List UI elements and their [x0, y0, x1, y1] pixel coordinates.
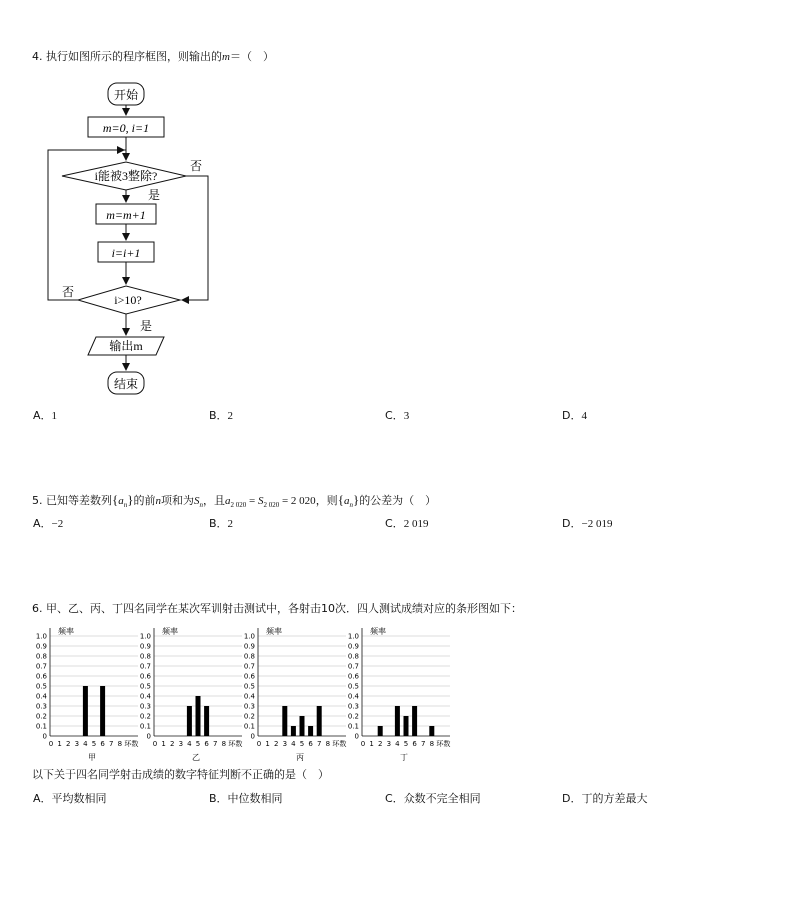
x-tick-label: 8 — [117, 740, 123, 748]
flow-end-label: 结束 — [113, 377, 139, 391]
x-axis-label: 环数 — [436, 740, 451, 748]
x-tick-label: 3 — [282, 740, 288, 748]
x-tick-label: 6 — [412, 740, 417, 748]
y-tick-label: 0.1 — [35, 722, 47, 731]
y-tick-label: 0 — [146, 732, 151, 741]
x-tick-label: 1 — [369, 740, 374, 748]
x-tick-label: 5 — [91, 740, 97, 748]
q6-stem: 6. 甲、乙、丙、丁四名同学在某次军训射击测试中，各射击10次．四人测试成绩对应的条形图如下： — [32, 602, 522, 615]
y-tick-label: 0.2 — [35, 712, 47, 721]
y-tick-label: 0.5 — [347, 682, 359, 691]
y-tick-label: 0.8 — [35, 652, 47, 661]
y-tick-label: 0.7 — [139, 662, 151, 671]
y-tick-label: 0.3 — [35, 702, 47, 711]
flow-cond2-no: 否 — [62, 285, 75, 299]
x-tick-label: 2 — [65, 740, 71, 748]
x-tick-label: 4 — [395, 740, 400, 748]
x-tick-label: 0 — [48, 740, 54, 748]
q6-option-b[interactable]: B．中位数相同 — [209, 792, 283, 805]
x-tick-label: 2 — [273, 740, 279, 748]
y-tick-label: 0.9 — [243, 642, 255, 651]
y-tick-label: 0.2 — [347, 712, 359, 721]
y-tick-label: 1.0 — [347, 632, 359, 641]
x-tick-label: 4 — [291, 740, 296, 748]
y-tick-label: 0.9 — [139, 642, 151, 651]
flow-output-label: 输出m — [109, 339, 143, 353]
x-tick-label: 1 — [265, 740, 270, 748]
bar — [395, 706, 400, 736]
bar — [204, 706, 209, 736]
y-tick-label: 0.8 — [347, 652, 359, 661]
y-tick-label: 0.7 — [347, 662, 359, 671]
chart-title: 乙 — [192, 753, 200, 762]
x-tick-label: 8 — [325, 740, 331, 748]
y-tick-label: 0.6 — [243, 672, 255, 681]
flow-step2-label: i=i+1 — [111, 246, 141, 260]
y-tick-label: 0.1 — [243, 722, 255, 731]
y-tick-label: 0.7 — [243, 662, 255, 671]
y-tick-label: 0.7 — [35, 662, 47, 671]
y-tick-label: 0.1 — [347, 722, 359, 731]
x-axis-label: 环数 — [228, 740, 243, 748]
q6-option-d[interactable]: D．丁的方差最大 — [562, 792, 648, 805]
bar — [100, 686, 105, 736]
bar — [412, 706, 417, 736]
y-tick-label: 1.0 — [139, 632, 151, 641]
flow-cond1-no: 否 — [190, 159, 203, 173]
bar — [291, 726, 296, 736]
y-axis-label: 频率 — [370, 627, 386, 636]
x-tick-label: 8 — [221, 740, 227, 748]
x-tick-label: 6 — [308, 740, 313, 748]
q6-option-c[interactable]: C．众数不完全相同 — [385, 792, 481, 805]
q4-stem: 4. 执行如图所示的程序框图，则输出的m＝（ ） — [32, 50, 274, 63]
x-tick-label: 3 — [74, 740, 80, 748]
y-tick-label: 0.3 — [139, 702, 151, 711]
bar — [282, 706, 287, 736]
bar — [300, 716, 305, 736]
q5-option-d[interactable]: D．−2 019 — [562, 517, 613, 530]
y-tick-label: 0.4 — [347, 692, 359, 701]
y-tick-label: 0.1 — [139, 722, 151, 731]
x-tick-label: 5 — [299, 740, 305, 748]
bar — [404, 716, 409, 736]
bar — [308, 726, 313, 736]
y-tick-label: 0.8 — [243, 652, 255, 661]
q5-stem: 5. 已知等差数列$\{a_n\}$的前n项和为$S_n$，且$a_{2 020} = S_{2 020} = 2$ 020，则$\{a_n\}$的公差为（ ） — [32, 492, 437, 509]
bar — [317, 706, 322, 736]
x-tick-label: 3 — [386, 740, 392, 748]
y-axis-label: 频率 — [58, 627, 74, 636]
y-tick-label: 0.4 — [243, 692, 255, 701]
y-tick-label: 0.4 — [35, 692, 47, 701]
bar — [429, 726, 434, 736]
chart-title: 甲 — [88, 753, 96, 762]
y-tick-label: 0.6 — [347, 672, 359, 681]
y-tick-label: 0.5 — [35, 682, 47, 691]
x-tick-label: 3 — [178, 740, 184, 748]
q6-follow: 以下关于四名同学射击成绩的数字特征判断不正确的是（ ） — [32, 768, 329, 781]
x-tick-label: 7 — [108, 740, 114, 748]
q4-option-c[interactable]: C．3 — [385, 409, 410, 422]
y-tick-label: 0 — [250, 732, 255, 741]
y-axis-label: 频率 — [162, 627, 178, 636]
flow-init-label: m=0, i=1 — [102, 121, 150, 135]
y-tick-label: 1.0 — [243, 632, 255, 641]
x-tick-label: 5 — [403, 740, 409, 748]
x-tick-label: 2 — [377, 740, 383, 748]
y-tick-label: 0.2 — [243, 712, 255, 721]
q6-bar-charts — [30, 622, 460, 764]
y-tick-label: 0.6 — [35, 672, 47, 681]
y-tick-label: 0.9 — [35, 642, 47, 651]
bar — [378, 726, 383, 736]
y-tick-label: 0.3 — [243, 702, 255, 711]
q4-option-a[interactable]: A．1 — [33, 409, 58, 422]
x-tick-label: 8 — [429, 740, 435, 748]
x-tick-label: 1 — [161, 740, 166, 748]
x-tick-label: 0 — [152, 740, 158, 748]
flow-cond2-yes: 是 — [140, 319, 153, 333]
x-tick-label: 1 — [57, 740, 62, 748]
y-axis-label: 频率 — [266, 627, 282, 636]
x-tick-label: 0 — [360, 740, 366, 748]
flow-step1-label: m=m+1 — [106, 208, 146, 222]
x-axis-label: 环数 — [124, 740, 139, 748]
x-tick-label: 7 — [420, 740, 426, 748]
q4-option-b[interactable]: B．2 — [209, 409, 234, 422]
bar — [187, 706, 192, 736]
bar — [196, 696, 201, 736]
bar — [83, 686, 88, 736]
flow-cond2-label: i>10? — [114, 293, 142, 307]
x-tick-label: 7 — [212, 740, 218, 748]
x-tick-label: 2 — [169, 740, 175, 748]
q5-option-b[interactable]: B．2 — [209, 517, 234, 530]
y-tick-label: 0.8 — [139, 652, 151, 661]
flow-start-label: 开始 — [113, 88, 139, 102]
flow-cond1-yes: 是 — [148, 188, 161, 202]
x-tick-label: 6 — [204, 740, 209, 748]
q4-flowchart — [40, 78, 240, 398]
x-tick-label: 6 — [100, 740, 105, 748]
y-tick-label: 0.5 — [243, 682, 255, 691]
x-tick-label: 0 — [256, 740, 262, 748]
q4-option-d[interactable]: D．4 — [562, 409, 587, 422]
chart-title: 丙 — [296, 753, 304, 762]
q5-option-c[interactable]: C．2 019 — [385, 517, 429, 530]
flow-cond1-label: i能被3整除? — [94, 169, 158, 183]
x-tick-label: 4 — [187, 740, 192, 748]
y-tick-label: 0 — [42, 732, 47, 741]
chart-title: 丁 — [400, 753, 408, 762]
x-axis-label: 环数 — [332, 740, 347, 748]
y-tick-label: 0.6 — [139, 672, 151, 681]
y-tick-label: 0.4 — [139, 692, 151, 701]
q6-option-a[interactable]: A．平均数相同 — [33, 792, 107, 805]
y-tick-label: 0.3 — [347, 702, 359, 711]
y-tick-label: 0.5 — [139, 682, 151, 691]
y-tick-label: 0 — [354, 732, 359, 741]
x-tick-label: 7 — [316, 740, 322, 748]
q5-option-a[interactable]: A．−2 — [33, 517, 64, 530]
y-tick-label: 1.0 — [35, 632, 47, 641]
y-tick-label: 0.9 — [347, 642, 359, 651]
x-tick-label: 4 — [83, 740, 88, 748]
y-tick-label: 0.2 — [139, 712, 151, 721]
x-tick-label: 5 — [195, 740, 201, 748]
